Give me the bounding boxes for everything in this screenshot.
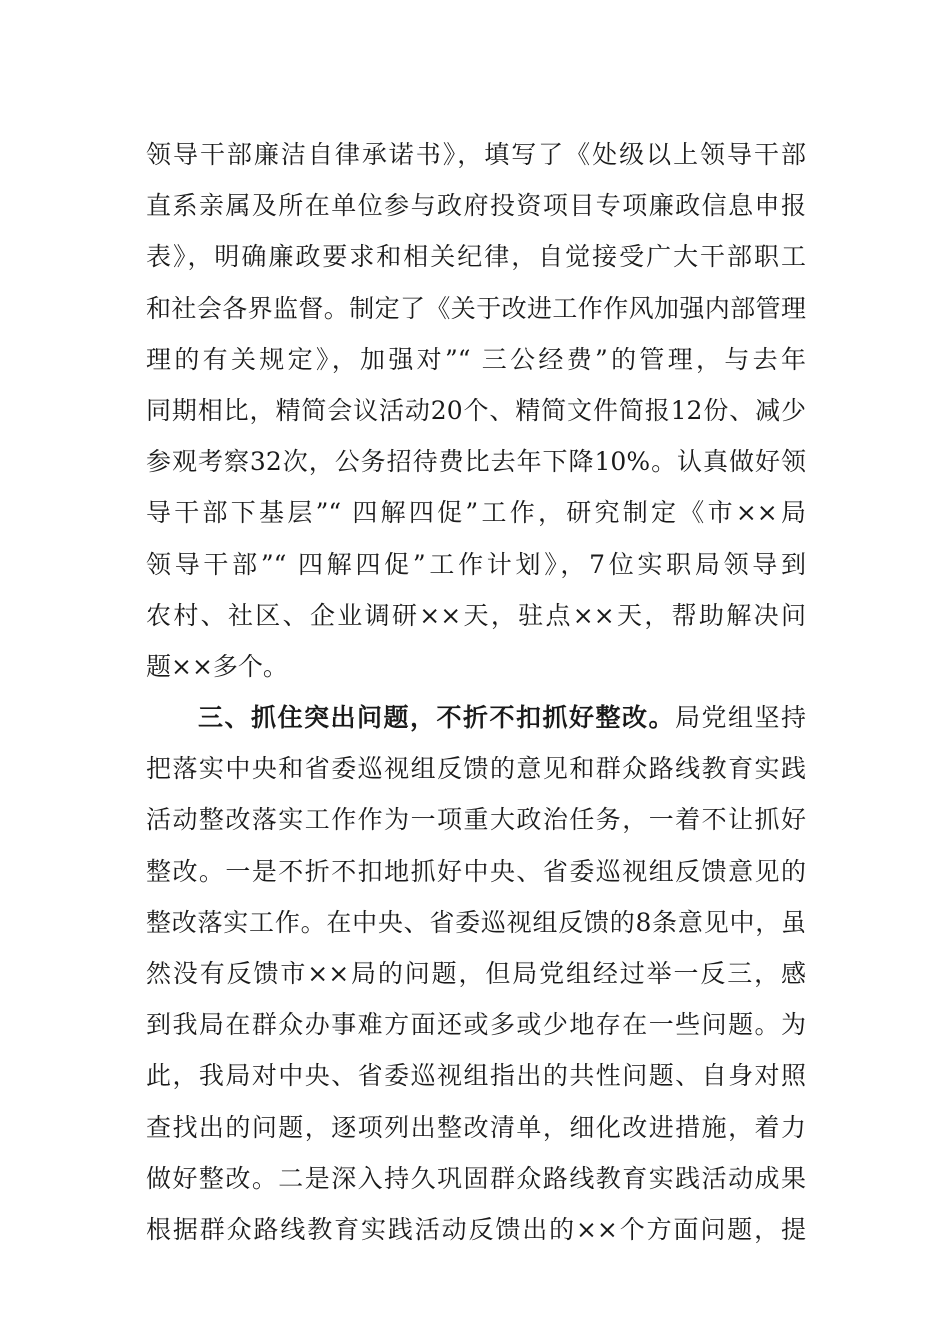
section-heading: 三、抓住突出问题，不折不扣抓好整改。 xyxy=(198,703,675,733)
text-line: 到我局在群众办事难方面还或多或少地存在一些问题。为 xyxy=(146,1010,806,1040)
paragraph-2 xyxy=(146,692,806,1255)
text-line: 表》，明确廉政要求和相关纪律，自觉接受广大干部职工 xyxy=(146,242,806,272)
text-line: 和社会各界监督。制定了《关于改进工作作风加强内部管理 xyxy=(146,293,806,323)
text-line: 根据群众路线教育实践活动反馈出的××个方面问题，提 xyxy=(146,1214,806,1244)
text-line xyxy=(146,692,806,743)
text-line: 同期相比，精简会议活动20个、精简文件简报12份、减少 xyxy=(146,395,806,425)
text-line: 把落实中央和省委巡视组反馈的意见和群众路线教育实践 xyxy=(146,754,806,784)
text-line: 此，我局对中央、省委巡视组指出的共性问题、自身对照 xyxy=(146,1061,806,1091)
text-line: 导干部下基层”“ 四解四促”工作，研究制定《市××局 xyxy=(146,498,806,528)
heading-continuation: 局党组坚持 xyxy=(674,703,806,733)
text-line: 整改。一是不折不扣地抓好中央、省委巡视组反馈意见的 xyxy=(146,856,806,886)
text-line: 农村、社区、企业调研××天，驻点××天，帮助解决问 xyxy=(146,600,806,630)
text-line: 领导干部”“ 四解四促”工作计划》，7位实职局领导到 xyxy=(146,549,806,579)
text-line: 整改落实工作。在中央、省委巡视组反馈的8条意见中，虽 xyxy=(146,907,806,937)
text-line: 做好整改。二是深入持久巩固群众路线教育实践活动成果 xyxy=(146,1163,806,1193)
text-line: 参观考察32次，公务招待费比去年下降10%。认真做好领 xyxy=(146,447,806,477)
text-line: 然没有反馈市××局的问题，但局党组经过举一反三，感 xyxy=(146,959,806,988)
paragraph-1 xyxy=(146,129,806,692)
text-line: 领导干部廉洁自律承诺书》，填写了《处级以上领导干部 xyxy=(146,140,806,169)
text-line: 理的有关规定》，加强对”“ 三公经费”的管理，与去年 xyxy=(146,344,806,374)
text-line: 直系亲属及所在单位参与政府投资项目专项廉政信息申报 xyxy=(146,191,806,221)
text-line: 查找出的问题，逐项列出整改清单，细化改进措施，着力 xyxy=(146,1112,806,1142)
text-line: 题××多个。 xyxy=(146,651,288,681)
body-text xyxy=(146,129,806,1255)
text-line: 活动整改落实工作作为一项重大政治任务，一着不让抓好 xyxy=(146,805,806,835)
